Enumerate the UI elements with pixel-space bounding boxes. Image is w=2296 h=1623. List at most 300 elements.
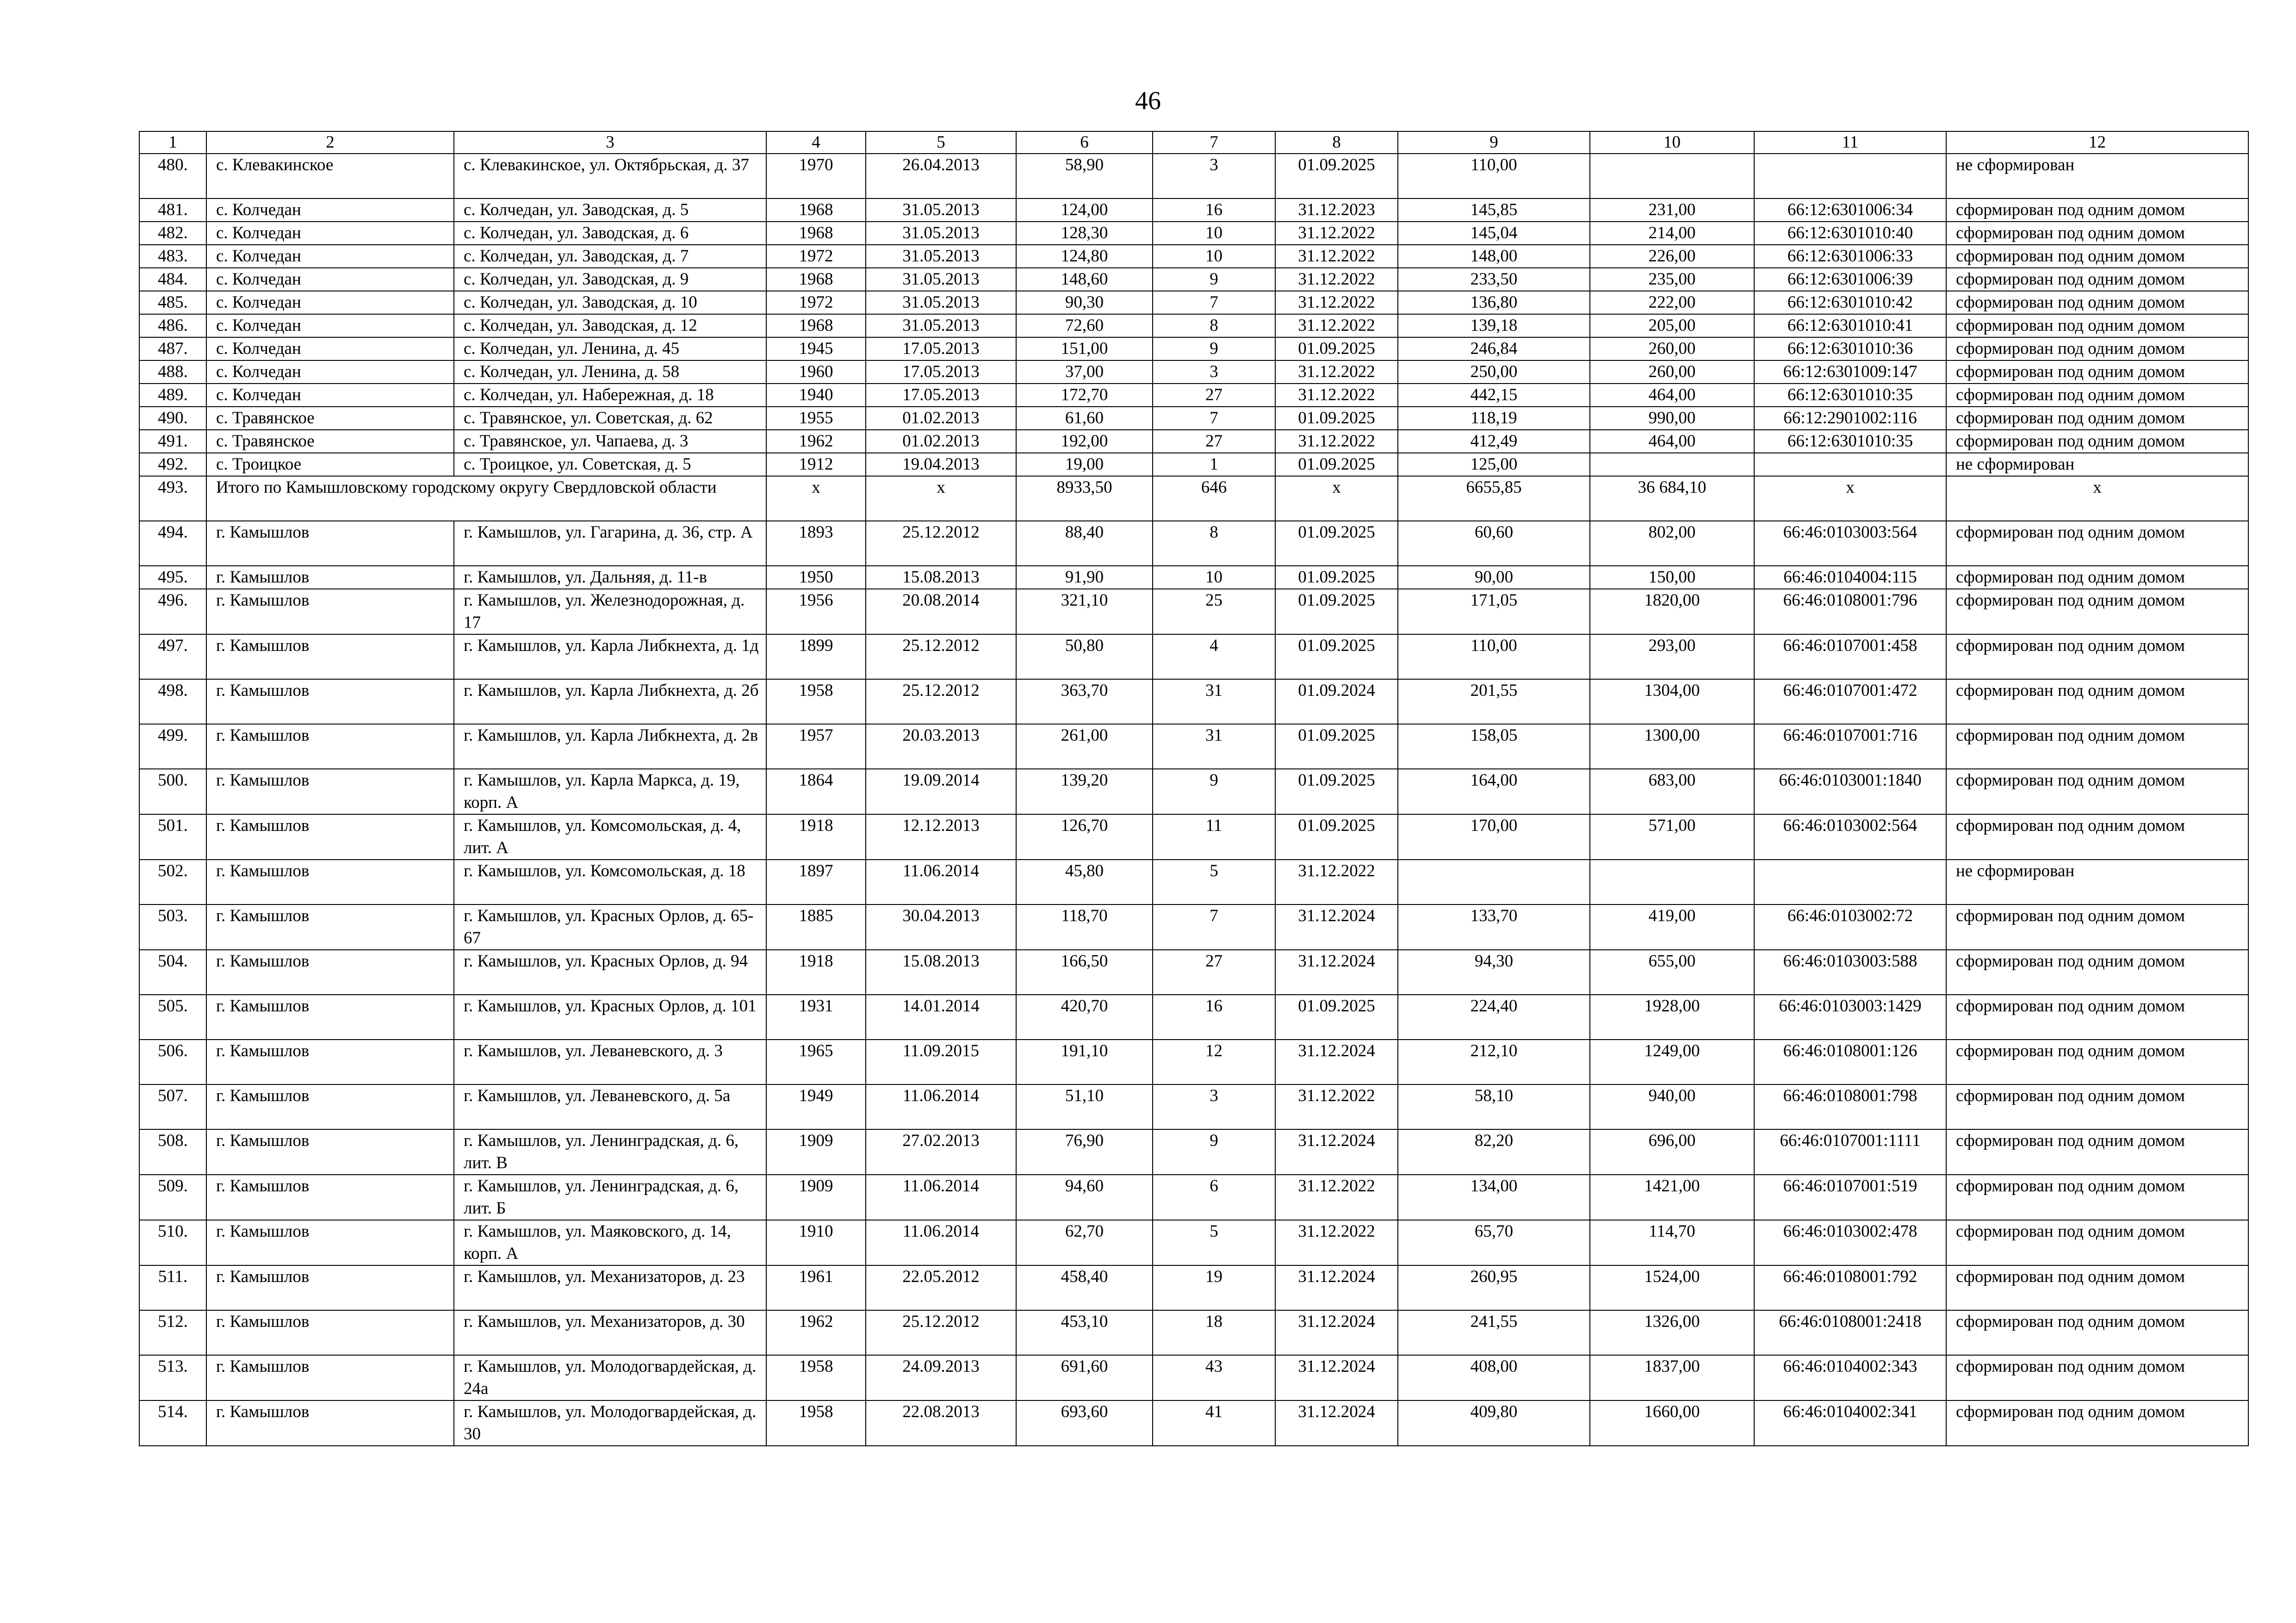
land-status-cell: сформирован под одним домом <box>1946 314 2248 337</box>
inclusion-date-cell: 11.06.2014 <box>866 1175 1016 1220</box>
amount-cell: 136,80 <box>1398 291 1590 314</box>
address-cell: г. Камышлов, ул. Карла Либкнехта, д. 1д <box>454 634 766 679</box>
deadline-cell: 01.09.2025 <box>1275 154 1398 198</box>
inclusion-date-cell: 26.04.2013 <box>866 154 1016 198</box>
deadline-cell: 31.12.2024 <box>1275 904 1398 950</box>
cadastral-number-cell <box>1754 453 1946 476</box>
cadastral-number-cell: 66:12:6301006:34 <box>1754 198 1946 222</box>
area-cell: 148,60 <box>1016 268 1153 291</box>
column-number-header <box>139 131 2248 154</box>
deadline-cell: 01.09.2025 <box>1275 769 1398 814</box>
amount-cell: 139,18 <box>1398 314 1590 337</box>
residents-cell: 7 <box>1153 291 1275 314</box>
area-cell: 151,00 <box>1016 337 1153 360</box>
settlement-cell: г. Камышлов <box>206 1175 454 1220</box>
residents-cell: 10 <box>1153 222 1275 245</box>
address-cell: с. Колчедан, ул. Заводская, д. 7 <box>454 245 766 268</box>
land-status-cell: сформирован под одним домом <box>1946 268 2248 291</box>
build-year-cell: 1864 <box>766 769 866 814</box>
cadastral-number-cell: 66:12:6301009:147 <box>1754 360 1946 384</box>
build-year-cell: 1956 <box>766 589 866 634</box>
inclusion-date-cell: 19.09.2014 <box>866 769 1016 814</box>
table-row <box>139 453 2248 476</box>
row-number-cell: 496. <box>139 589 206 634</box>
row-number-cell: 495. <box>139 566 206 589</box>
amount-cell: 110,00 <box>1398 634 1590 679</box>
amount-cell <box>1398 860 1590 904</box>
total-value-cell: 36 684,10 <box>1590 476 1754 521</box>
amount-cell: 110,00 <box>1398 154 1590 198</box>
area-cell: 453,10 <box>1016 1310 1153 1355</box>
total-value-cell: x <box>1754 476 1946 521</box>
land-status-cell: сформирован под одним домом <box>1946 1265 2248 1310</box>
residents-cell: 18 <box>1153 1310 1275 1355</box>
amount-cell: 250,00 <box>1398 360 1590 384</box>
inclusion-date-cell: 25.12.2012 <box>866 1310 1016 1355</box>
build-year-cell: 1899 <box>766 634 866 679</box>
land-area-cell: 655,00 <box>1590 950 1754 995</box>
address-cell: г. Камышлов, ул. Маяковского, д. 14, корп. А <box>454 1220 766 1265</box>
inclusion-date-cell: 01.02.2013 <box>866 430 1016 453</box>
land-area-cell: 419,00 <box>1590 904 1754 950</box>
table-row <box>139 995 2248 1040</box>
settlement-cell: г. Камышлов <box>206 860 454 904</box>
cadastral-number-cell: 66:46:0103003:564 <box>1754 521 1946 566</box>
deadline-cell: 31.12.2022 <box>1275 1220 1398 1265</box>
residents-cell: 5 <box>1153 860 1275 904</box>
area-cell: 118,70 <box>1016 904 1153 950</box>
table-row <box>139 521 2248 566</box>
deadline-cell: 31.12.2022 <box>1275 860 1398 904</box>
total-row <box>139 476 2248 521</box>
land-area-cell: 205,00 <box>1590 314 1754 337</box>
settlement-cell: г. Камышлов <box>206 634 454 679</box>
land-area-cell: 464,00 <box>1590 430 1754 453</box>
amount-cell: 170,00 <box>1398 814 1590 860</box>
address-cell: с. Колчедан, ул. Заводская, д. 5 <box>454 198 766 222</box>
table-row <box>139 407 2248 430</box>
row-number-cell: 503. <box>139 904 206 950</box>
inclusion-date-cell: 01.02.2013 <box>866 407 1016 430</box>
land-status-cell: сформирован под одним домом <box>1946 337 2248 360</box>
table-row <box>139 904 2248 950</box>
cadastral-number-cell: 66:46:0103003:1429 <box>1754 995 1946 1040</box>
address-cell: с. Колчедан, ул. Заводская, д. 6 <box>454 222 766 245</box>
residents-cell: 27 <box>1153 430 1275 453</box>
cadastral-number-cell: 66:12:6301010:35 <box>1754 384 1946 407</box>
land-status-cell: сформирован под одним домом <box>1946 589 2248 634</box>
address-cell: г. Камышлов, ул. Карла Либкнехта, д. 2б <box>454 679 766 724</box>
area-cell: 37,00 <box>1016 360 1153 384</box>
column-number-cell: 8 <box>1275 131 1398 154</box>
address-cell: с. Клевакинское, ул. Октябрьская, д. 37 <box>454 154 766 198</box>
settlement-cell: г. Камышлов <box>206 1310 454 1355</box>
address-cell: г. Камышлов, ул. Карла Маркса, д. 19, корп. А <box>454 769 766 814</box>
settlement-cell: г. Камышлов <box>206 769 454 814</box>
row-number-cell: 488. <box>139 360 206 384</box>
row-number-cell: 514. <box>139 1400 206 1446</box>
cadastral-number-cell: 66:12:2901002:116 <box>1754 407 1946 430</box>
area-cell: 58,90 <box>1016 154 1153 198</box>
inclusion-date-cell: 31.05.2013 <box>866 291 1016 314</box>
residents-cell: 10 <box>1153 566 1275 589</box>
amount-cell: 134,00 <box>1398 1175 1590 1220</box>
settlement-cell: с. Колчедан <box>206 314 454 337</box>
settlement-cell: г. Камышлов <box>206 1129 454 1175</box>
land-area-cell: 1421,00 <box>1590 1175 1754 1220</box>
land-status-cell: сформирован под одним домом <box>1946 1355 2248 1400</box>
address-cell: г. Камышлов, ул. Молодогвардейская, д. 30 <box>454 1400 766 1446</box>
row-number-cell: 507. <box>139 1084 206 1129</box>
area-cell: 166,50 <box>1016 950 1153 995</box>
row-number-cell: 501. <box>139 814 206 860</box>
area-cell: 124,00 <box>1016 198 1153 222</box>
row-number-cell: 511. <box>139 1265 206 1310</box>
residents-cell: 25 <box>1153 589 1275 634</box>
land-status-cell: не сформирован <box>1946 860 2248 904</box>
table-row <box>139 154 2248 198</box>
table-row <box>139 1040 2248 1084</box>
residents-cell: 5 <box>1153 1220 1275 1265</box>
build-year-cell: 1909 <box>766 1129 866 1175</box>
deadline-cell: 01.09.2025 <box>1275 453 1398 476</box>
area-cell: 126,70 <box>1016 814 1153 860</box>
land-area-cell: 571,00 <box>1590 814 1754 860</box>
address-cell: г. Камышлов, ул. Леваневского, д. 3 <box>454 1040 766 1084</box>
land-status-cell: сформирован под одним домом <box>1946 1129 2248 1175</box>
build-year-cell: 1960 <box>766 360 866 384</box>
residents-cell: 31 <box>1153 724 1275 769</box>
land-status-cell: сформирован под одним домом <box>1946 521 2248 566</box>
residents-cell: 9 <box>1153 268 1275 291</box>
build-year-cell: 1909 <box>766 1175 866 1220</box>
build-year-cell: 1962 <box>766 1310 866 1355</box>
deadline-cell: 01.09.2025 <box>1275 589 1398 634</box>
build-year-cell: 1957 <box>766 724 866 769</box>
land-status-cell: сформирован под одним домом <box>1946 814 2248 860</box>
land-status-cell: сформирован под одним домом <box>1946 1310 2248 1355</box>
build-year-cell: 1949 <box>766 1084 866 1129</box>
land-status-cell: сформирован под одним домом <box>1946 430 2248 453</box>
residents-cell: 16 <box>1153 198 1275 222</box>
cadastral-number-cell: 66:46:0104002:343 <box>1754 1355 1946 1400</box>
build-year-cell: 1968 <box>766 268 866 291</box>
inclusion-date-cell: 17.05.2013 <box>866 337 1016 360</box>
deadline-cell: 31.12.2024 <box>1275 1400 1398 1446</box>
area-cell: 19,00 <box>1016 453 1153 476</box>
address-cell: с. Колчедан, ул. Заводская, д. 9 <box>454 268 766 291</box>
land-area-cell: 940,00 <box>1590 1084 1754 1129</box>
build-year-cell: 1950 <box>766 566 866 589</box>
amount-cell: 201,55 <box>1398 679 1590 724</box>
amount-cell: 260,95 <box>1398 1265 1590 1310</box>
cadastral-number-cell: 66:12:6301006:33 <box>1754 245 1946 268</box>
build-year-cell: 1968 <box>766 198 866 222</box>
table-row <box>139 384 2248 407</box>
land-area-cell: 260,00 <box>1590 360 1754 384</box>
table-row <box>139 245 2248 268</box>
row-number-cell: 487. <box>139 337 206 360</box>
settlement-cell: г. Камышлов <box>206 589 454 634</box>
land-status-cell: сформирован под одним домом <box>1946 407 2248 430</box>
table-row <box>139 589 2248 634</box>
row-number-cell: 502. <box>139 860 206 904</box>
land-area-cell: 1304,00 <box>1590 679 1754 724</box>
area-cell: 72,60 <box>1016 314 1153 337</box>
inclusion-date-cell: 20.03.2013 <box>866 724 1016 769</box>
residents-cell: 4 <box>1153 634 1275 679</box>
row-number-cell: 494. <box>139 521 206 566</box>
total-label-cell: Итого по Камышловскому городскому округу Свердловской области <box>206 476 766 521</box>
inclusion-date-cell: 12.12.2013 <box>866 814 1016 860</box>
build-year-cell: 1918 <box>766 950 866 995</box>
address-cell: г. Камышлов, ул. Комсомольская, д. 18 <box>454 860 766 904</box>
area-cell: 91,90 <box>1016 566 1153 589</box>
land-status-cell: сформирован под одним домом <box>1946 198 2248 222</box>
row-number-cell: 480. <box>139 154 206 198</box>
residents-cell: 7 <box>1153 407 1275 430</box>
table-row <box>139 724 2248 769</box>
row-number-cell: 513. <box>139 1355 206 1400</box>
inclusion-date-cell: 11.09.2015 <box>866 1040 1016 1084</box>
address-cell: г. Камышлов, ул. Ленинградская, д. 6, лит. В <box>454 1129 766 1175</box>
amount-cell: 241,55 <box>1398 1310 1590 1355</box>
settlement-cell: г. Камышлов <box>206 724 454 769</box>
deadline-cell: 01.09.2025 <box>1275 566 1398 589</box>
land-status-cell: сформирован под одним домом <box>1946 1175 2248 1220</box>
row-number-cell: 482. <box>139 222 206 245</box>
column-number-cell: 3 <box>454 131 766 154</box>
deadline-cell: 31.12.2022 <box>1275 291 1398 314</box>
build-year-cell: 1912 <box>766 453 866 476</box>
total-value-cell: 6655,85 <box>1398 476 1590 521</box>
build-year-cell: 1968 <box>766 314 866 337</box>
build-year-cell: 1972 <box>766 245 866 268</box>
total-value-cell: x <box>766 476 866 521</box>
row-number-cell: 491. <box>139 430 206 453</box>
deadline-cell: 31.12.2022 <box>1275 245 1398 268</box>
residents-cell: 43 <box>1153 1355 1275 1400</box>
area-cell: 191,10 <box>1016 1040 1153 1084</box>
column-number-cell: 1 <box>139 131 206 154</box>
build-year-cell: 1897 <box>766 860 866 904</box>
settlement-cell: г. Камышлов <box>206 995 454 1040</box>
build-year-cell: 1958 <box>766 1400 866 1446</box>
cadastral-number-cell: 66:12:6301006:39 <box>1754 268 1946 291</box>
table-row <box>139 1355 2248 1400</box>
build-year-cell: 1962 <box>766 430 866 453</box>
address-cell: г. Камышлов, ул. Карла Либкнехта, д. 2в <box>454 724 766 769</box>
land-status-cell: сформирован под одним домом <box>1946 360 2248 384</box>
deadline-cell: 31.12.2024 <box>1275 1265 1398 1310</box>
area-cell: 76,90 <box>1016 1129 1153 1175</box>
row-number-cell: 483. <box>139 245 206 268</box>
row-number-cell: 484. <box>139 268 206 291</box>
area-cell: 321,10 <box>1016 589 1153 634</box>
settlement-cell: с. Травянское <box>206 430 454 453</box>
cadastral-number-cell: 66:46:0107001:716 <box>1754 724 1946 769</box>
settlement-cell: с. Колчедан <box>206 360 454 384</box>
deadline-cell: 31.12.2022 <box>1275 360 1398 384</box>
land-area-cell: 231,00 <box>1590 198 1754 222</box>
cadastral-number-cell: 66:46:0107001:519 <box>1754 1175 1946 1220</box>
area-cell: 691,60 <box>1016 1355 1153 1400</box>
settlement-cell: г. Камышлов <box>206 904 454 950</box>
inclusion-date-cell: 24.09.2013 <box>866 1355 1016 1400</box>
deadline-cell: 31.12.2024 <box>1275 1129 1398 1175</box>
residents-cell: 3 <box>1153 360 1275 384</box>
deadline-cell: 01.09.2025 <box>1275 814 1398 860</box>
settlement-cell: с. Колчедан <box>206 198 454 222</box>
table-row <box>139 430 2248 453</box>
row-number-cell: 497. <box>139 634 206 679</box>
cadastral-number-cell: 66:46:0107001:1111 <box>1754 1129 1946 1175</box>
amount-cell: 158,05 <box>1398 724 1590 769</box>
address-cell: г. Камышлов, ул. Железнодорожная, д. 17 <box>454 589 766 634</box>
cadastral-number-cell: 66:46:0108001:2418 <box>1754 1310 1946 1355</box>
address-cell: г. Камышлов, ул. Красных Орлов, д. 94 <box>454 950 766 995</box>
residents-cell: 41 <box>1153 1400 1275 1446</box>
column-number-cell: 4 <box>766 131 866 154</box>
table-row <box>139 1400 2248 1446</box>
residents-cell: 12 <box>1153 1040 1275 1084</box>
table-row <box>139 198 2248 222</box>
address-cell: с. Травянское, ул. Чапаева, д. 3 <box>454 430 766 453</box>
inclusion-date-cell: 31.05.2013 <box>866 198 1016 222</box>
settlement-cell: г. Камышлов <box>206 1084 454 1129</box>
cadastral-number-cell: 66:46:0103002:478 <box>1754 1220 1946 1265</box>
inclusion-date-cell: 15.08.2013 <box>866 566 1016 589</box>
land-status-cell: сформирован под одним домом <box>1946 1220 2248 1265</box>
area-cell: 192,00 <box>1016 430 1153 453</box>
table-row <box>139 268 2248 291</box>
address-cell: с. Колчедан, ул. Ленина, д. 45 <box>454 337 766 360</box>
deadline-cell: 31.12.2022 <box>1275 384 1398 407</box>
settlement-cell: с. Клевакинское <box>206 154 454 198</box>
inclusion-date-cell: 22.05.2012 <box>866 1265 1016 1310</box>
residents-cell: 27 <box>1153 950 1275 995</box>
land-area-cell: 464,00 <box>1590 384 1754 407</box>
table-row <box>139 314 2248 337</box>
amount-cell: 82,20 <box>1398 1129 1590 1175</box>
inclusion-date-cell: 31.05.2013 <box>866 222 1016 245</box>
area-cell: 45,80 <box>1016 860 1153 904</box>
cadastral-number-cell: 66:12:6301010:40 <box>1754 222 1946 245</box>
build-year-cell: 1940 <box>766 384 866 407</box>
inclusion-date-cell: 17.05.2013 <box>866 384 1016 407</box>
row-number-cell: 489. <box>139 384 206 407</box>
land-area-cell: 1928,00 <box>1590 995 1754 1040</box>
land-status-cell: сформирован под одним домом <box>1946 634 2248 679</box>
address-cell: с. Травянское, ул. Советская, д. 62 <box>454 407 766 430</box>
land-area-cell: 1326,00 <box>1590 1310 1754 1355</box>
settlement-cell: г. Камышлов <box>206 521 454 566</box>
row-number-cell: 506. <box>139 1040 206 1084</box>
land-status-cell: сформирован под одним домом <box>1946 291 2248 314</box>
amount-cell: 442,15 <box>1398 384 1590 407</box>
land-status-cell: сформирован под одним домом <box>1946 724 2248 769</box>
cadastral-number-cell: 66:46:0104002:341 <box>1754 1400 1946 1446</box>
build-year-cell: 1965 <box>766 1040 866 1084</box>
amount-cell: 171,05 <box>1398 589 1590 634</box>
land-status-cell: сформирован под одним домом <box>1946 995 2248 1040</box>
inclusion-date-cell: 25.12.2012 <box>866 634 1016 679</box>
land-area-cell: 1300,00 <box>1590 724 1754 769</box>
column-number-cell: 7 <box>1153 131 1275 154</box>
amount-cell: 148,00 <box>1398 245 1590 268</box>
table-row <box>139 222 2248 245</box>
table-row <box>139 337 2248 360</box>
area-cell: 50,80 <box>1016 634 1153 679</box>
inclusion-date-cell: 27.02.2013 <box>866 1129 1016 1175</box>
area-cell: 62,70 <box>1016 1220 1153 1265</box>
amount-cell: 60,60 <box>1398 521 1590 566</box>
table-row <box>139 291 2248 314</box>
inclusion-date-cell: 15.08.2013 <box>866 950 1016 995</box>
land-status-cell: сформирован под одним домом <box>1946 566 2248 589</box>
address-cell: г. Камышлов, ул. Молодогвардейская, д. 24а <box>454 1355 766 1400</box>
address-cell: с. Троицкое, ул. Советская, д. 5 <box>454 453 766 476</box>
amount-cell: 408,00 <box>1398 1355 1590 1400</box>
amount-cell: 164,00 <box>1398 769 1590 814</box>
residents-cell: 11 <box>1153 814 1275 860</box>
address-cell: г. Камышлов, ул. Механизаторов, д. 23 <box>454 1265 766 1310</box>
row-number-cell: 486. <box>139 314 206 337</box>
residents-cell: 27 <box>1153 384 1275 407</box>
amount-cell: 94,30 <box>1398 950 1590 995</box>
residents-cell: 3 <box>1153 1084 1275 1129</box>
land-status-cell: сформирован под одним домом <box>1946 1400 2248 1446</box>
land-status-cell: сформирован под одним домом <box>1946 679 2248 724</box>
amount-cell: 409,80 <box>1398 1400 1590 1446</box>
inclusion-date-cell: 25.12.2012 <box>866 679 1016 724</box>
residents-cell: 9 <box>1153 337 1275 360</box>
inclusion-date-cell: 11.06.2014 <box>866 860 1016 904</box>
inclusion-date-cell: 20.08.2014 <box>866 589 1016 634</box>
address-cell: г. Камышлов, ул. Механизаторов, д. 30 <box>454 1310 766 1355</box>
residents-cell: 19 <box>1153 1265 1275 1310</box>
land-status-cell: не сформирован <box>1946 154 2248 198</box>
deadline-cell: 01.09.2024 <box>1275 679 1398 724</box>
table-row <box>139 1220 2248 1265</box>
cadastral-number-cell: 66:12:6301010:36 <box>1754 337 1946 360</box>
land-area-cell: 683,00 <box>1590 769 1754 814</box>
row-number-cell: 505. <box>139 995 206 1040</box>
area-cell: 172,70 <box>1016 384 1153 407</box>
amount-cell: 90,00 <box>1398 566 1590 589</box>
cadastral-number-cell: 66:46:0108001:796 <box>1754 589 1946 634</box>
column-number-cell: 9 <box>1398 131 1590 154</box>
address-cell: с. Колчедан, ул. Заводская, д. 10 <box>454 291 766 314</box>
row-number-cell: 485. <box>139 291 206 314</box>
amount-cell: 118,19 <box>1398 407 1590 430</box>
build-year-cell: 1931 <box>766 995 866 1040</box>
address-cell: с. Колчедан, ул. Набережная, д. 18 <box>454 384 766 407</box>
land-area-cell: 226,00 <box>1590 245 1754 268</box>
land-area-cell: 114,70 <box>1590 1220 1754 1265</box>
row-number-cell: 490. <box>139 407 206 430</box>
settlement-cell: с. Колчедан <box>206 337 454 360</box>
total-value-cell: x <box>1275 476 1398 521</box>
build-year-cell: 1958 <box>766 679 866 724</box>
cadastral-number-cell <box>1754 154 1946 198</box>
settlement-cell: с. Колчедан <box>206 384 454 407</box>
build-year-cell: 1970 <box>766 154 866 198</box>
cadastral-number-cell: 66:46:0103002:72 <box>1754 904 1946 950</box>
settlement-cell: с. Троицкое <box>206 453 454 476</box>
cadastral-number-cell <box>1754 860 1946 904</box>
column-number-cell: 5 <box>866 131 1016 154</box>
